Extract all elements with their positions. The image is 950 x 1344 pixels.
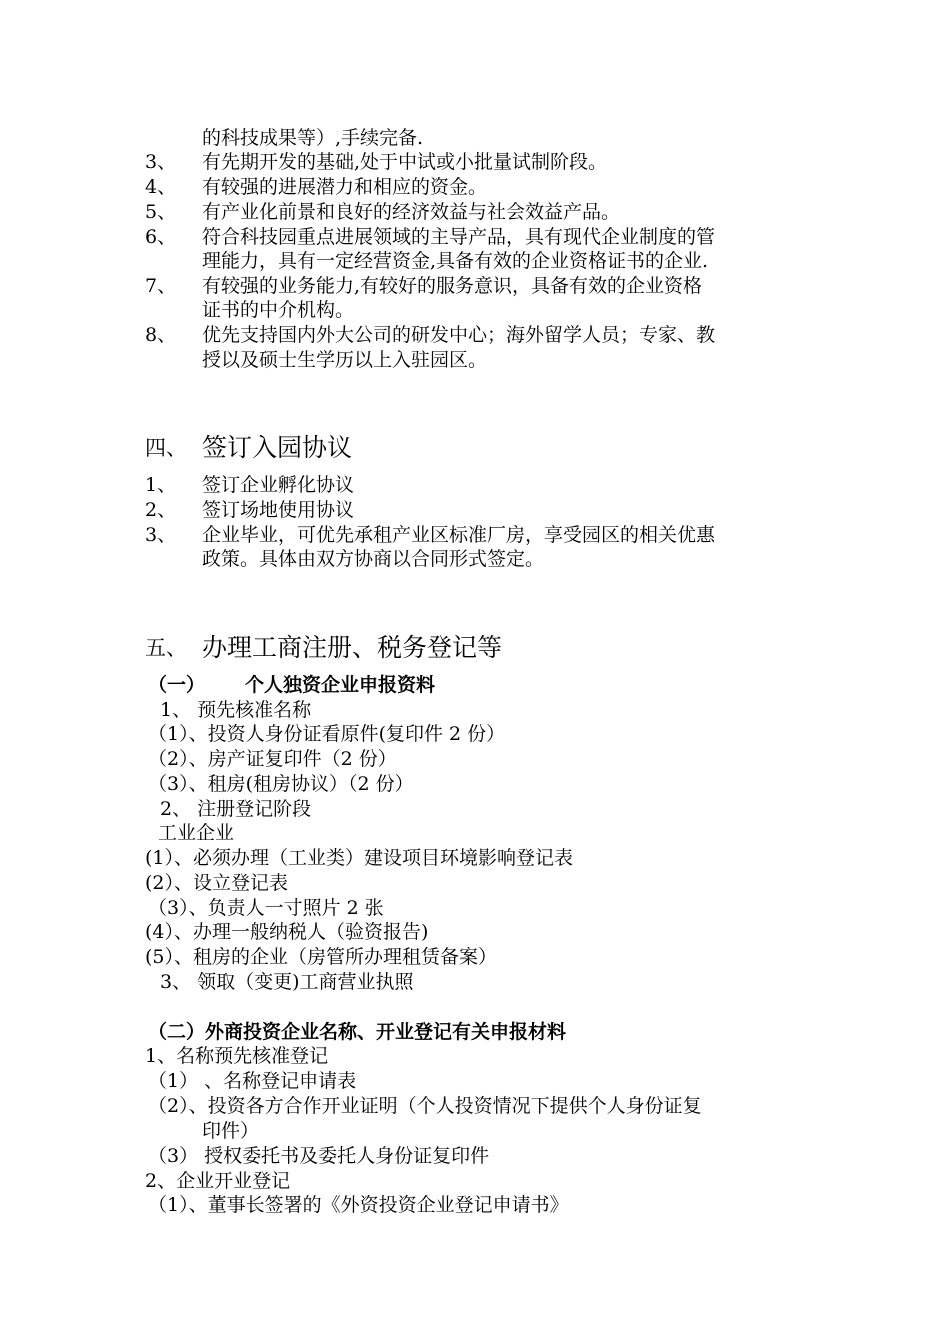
list-item-continuation [0, 348, 950, 372]
section-title: 办理工商注册、税务登记等 [202, 633, 503, 662]
list-item-number: 6、 [145, 226, 177, 248]
doc-line: 2、 注册登记阶段 [160, 798, 312, 820]
doc-line: 3、 领取（变更)工商营业执照 [160, 971, 414, 993]
list-item-text: 企业毕业，可优先承租产业区标准厂房，享受园区的相关优惠 [202, 524, 716, 546]
doc-line: 1、 预先核准名称 [160, 699, 312, 721]
section-heading [0, 432, 950, 464]
list-item [0, 126, 950, 150]
list-item [0, 498, 950, 522]
doc-line: （2）、房产证复印件（2 份） [148, 748, 397, 770]
list-item-number: 3、 [145, 151, 177, 173]
doc-line: （3）、租房(租房协议）（2 份） [148, 773, 414, 795]
doc-line: (4）、办理一般纳税人（验资报告) [145, 921, 429, 943]
section-number: 五、 [145, 636, 187, 660]
list-item-text: 有较强的业务能力,有较好的服务意识，具备有效的企业资格 [202, 275, 703, 297]
list-item [0, 523, 950, 547]
list-item-number: 7、 [145, 275, 177, 297]
list-item [0, 200, 950, 224]
doc-line: (5）、租房的企业（房管所办理租赁备案） [145, 946, 498, 968]
list-item [0, 274, 950, 298]
subsection-heading: （二）外商投资企业名称、开业登记有关申报材料 [148, 1021, 567, 1043]
list-item-text: 的科技成果等）,手续完备. [202, 127, 424, 149]
doc-line: (2）、设立登记表 [145, 872, 289, 894]
doc-line: （1）、投资人身份证看原件(复印件 2 份） [148, 723, 506, 745]
list-item-text: 政策。具体由双方协商以合同形式签定。 [202, 548, 545, 570]
doc-line: （1）、董事长签署的《外资投资企业登记申请书》 [148, 1194, 569, 1216]
list-item-text: 签订企业孵化协议 [202, 474, 355, 496]
list-item-text: 证书的中介机构。 [202, 299, 355, 321]
list-item-number: 8、 [145, 324, 177, 346]
doc-line: 印件） [202, 1120, 260, 1142]
list-item-number: 2、 [145, 499, 177, 521]
doc-line: （2）、投资各方合作开业证明（个人投资情况下提供个人身份证复 [148, 1095, 702, 1117]
list-item-number: 3、 [145, 524, 177, 546]
section-heading [0, 632, 950, 664]
list-item-text: 优先支持国内外大公司的研发中心；海外留学人员；专家、教 [202, 324, 716, 346]
list-item-number: 1、 [145, 474, 177, 496]
list-item-text: 签订场地使用协议 [202, 499, 355, 521]
list-item [0, 150, 950, 174]
section-number: 四、 [145, 436, 187, 460]
doc-line: 2、企业开业登记 [145, 1170, 291, 1192]
list-item-text: 符合科技园重点进展领域的主导产品，具有现代企业制度的管 [202, 226, 716, 248]
doc-line: （1） 、名称登记申请表 [148, 1070, 357, 1092]
list-item-text: 有先期开发的基础,处于中试或小批量试制阶段。 [202, 151, 608, 173]
list-item-text: 有较强的进展潜力和相应的资金。 [202, 176, 488, 198]
list-item [0, 225, 950, 249]
list-item [0, 323, 950, 347]
doc-line: 工业企业 [158, 822, 235, 844]
section-title: 签订入园协议 [202, 433, 353, 462]
list-item-text: 有产业化前景和良好的经济效益与社会效益产品。 [202, 201, 621, 223]
list-item-number: 5、 [145, 201, 177, 223]
list-item [0, 473, 950, 497]
list-item-text: 授以及硕士生学历以上入驻园区。 [202, 349, 488, 371]
list-item [0, 175, 950, 199]
list-item-continuation [0, 249, 950, 273]
subsection-title: 个人独资企业申报资料 [245, 674, 436, 696]
list-item-continuation [0, 298, 950, 322]
subsection-label: （一） [148, 674, 206, 696]
list-item-number: 4、 [145, 176, 177, 198]
list-item-text: 理能力，具有一定经营资金,具备有效的企业资格证书的企业. [202, 250, 709, 272]
list-item-continuation [0, 547, 950, 571]
subsection-heading [0, 673, 950, 697]
doc-line: 1、名称预先核准登记 [145, 1045, 329, 1067]
doc-line: （3）、负责人一寸照片 2 张 [148, 897, 384, 919]
doc-line: （3） 授权委托书及委托人身份证复印件 [148, 1145, 490, 1167]
doc-line: (1）、必须办理（工业类）建设项目环境影响登记表 [145, 847, 574, 869]
